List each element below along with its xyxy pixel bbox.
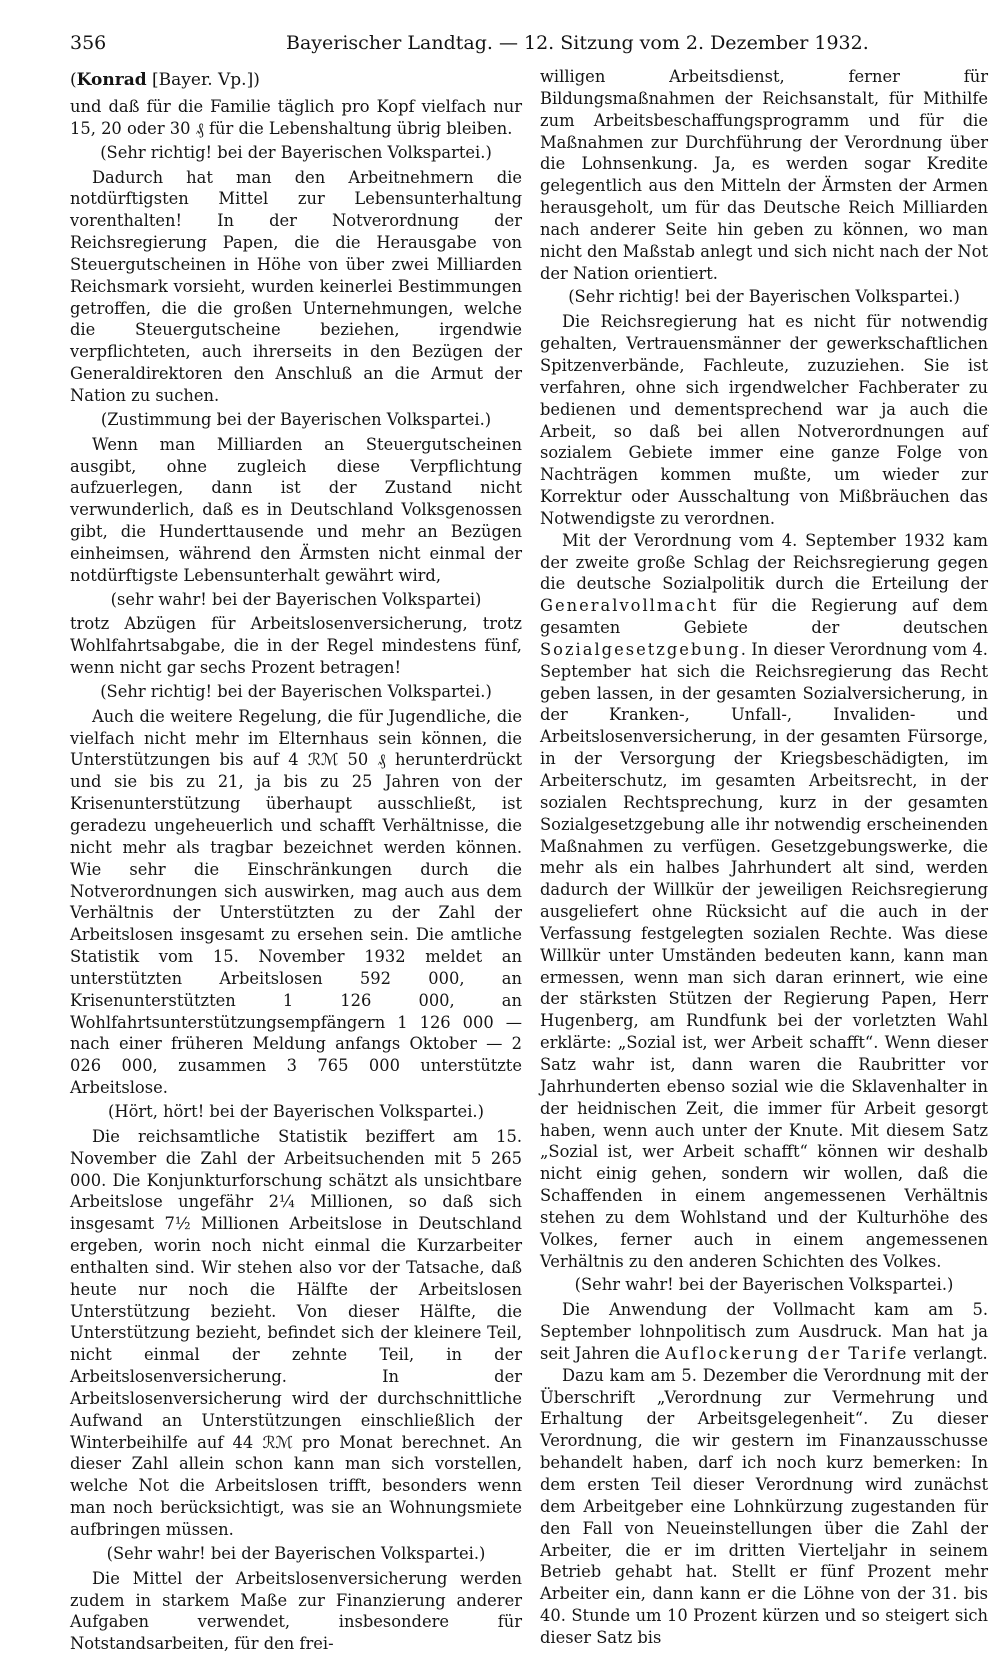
speaker-heading xyxy=(70,66,522,94)
speaker-party: [Bayer. Vp.]) xyxy=(146,70,260,90)
interjection: (Zustimmung bei der Bayerischen Volkspartei.) xyxy=(100,409,492,429)
interjection: (Sehr wahr! bei der Bayerischen Volkspartei.) xyxy=(106,1543,486,1563)
page-header xyxy=(70,30,990,56)
spaced-emphasis: Sozialgesetzgebung xyxy=(540,639,741,659)
paragraph xyxy=(540,530,988,1273)
running-title: Bayerischer Landtag. — 12. Sitzung vom 2. Dezember 1932. xyxy=(286,32,869,54)
paragraph: willigen Arbeitsdienst, ferner für Bildungsmaßnahmen der Reichsanstalt, für Mithilfe zum Arbeitsbeschaffungsprogramm und für die Maßnahmen zur Durchführung der Verordnung über die Lohnsenkung. Ja, es werden sogar Kredite gelegentlich aus den Mitteln der Ärmsten der Armen herausgeholt, um für das Deutsche Reich Milliarden nach anderer Seite hin geben zu können, wo man nicht den Maßstab anlegt und sich nicht nach der Not der Nation orientiert. xyxy=(540,67,988,283)
text-run: . In dieser Verordnung vom 4. September hat sich die Reichsregierung das Recht geben lassen, in der gesamten Sozialversicherung, in der Kranken-, Unfall-, Invaliden- und Arbeitslosenversicherung, in der gesamten Fürsorge, in der Versorgung der Kriegsbeschädigten, im Arbeiterschutz, im gesamten Arbeitsrecht, in der sozialen Rechtsprechung, kurz in der gesamten Sozialgesetzgebung alle ihr notwendig erscheinenden Maßnahmen zu verfügen. Gesetzgebungswerke, die mehr als ein halbes Jahrhundert alt sind, werden dadurch der Willkür der jeweiligen Reichsregierung ausgeliefert ohne Rücksicht auf die auch in der Verfassung festgelegten sozialen Rechte. Was diese Willkür unter Umständen bedeuten kann, kann man ermessen, wenn man sich daran erinnert, wie eine der stärksten Stützen der Regierung Papen, Herr Hugenberg, am Rundfunk bei der vorletzten Wahl erklärte: „Sozial ist, wer Arbeit schafft“. Wenn dieser Satz wahr ist, dann waren die Raubritter vor Jahrhunderten ebenso sozial wie die Sklavenhalter in der heidnischen Zeit, die immer für Arbeit gesorgt haben, wenn auch unter der Knute. Mit diesem Satz „Sozial ist, wer Arbeit schafft“ können wir deshalb nicht einig gehen, sondern wir wollen, daß die Schaffenden in einem angemessenen Verhältnis stehen zu dem Wohlstand und der Kulturhöhe des Volkes, ferner auch in einem angemessenen Verhältnis zu den anderen Schichten des Volkes. xyxy=(540,639,988,1271)
paragraph: Dazu kam am 5. Dezember die Verordnung mit der Überschrift „Verordnung zur Vermehrung und Erhaltung der Arbeitsgelegenheit“. Zu dieser Verordnung, die wir gestern im Finanzausschusse behandelt haben, darf ich noch kurz bemerken: In dem ersten Teil dieser Verordnung wird zunächst dem Arbeitgeber eine Lohnkürzung zugestanden für den Fall von Neueinstellungen über die Zahl der Arbeiter, die er im dritten Vierteljahr in seinem Betrieb gehabt hat. Stellt er fünf Prozent mehr Arbeiter ein, dann kann er die Löhne von der 31. bis 40. Stunde um 10 Prozent kürzen und so steigert sich dieser Satz bis xyxy=(540,1365,988,1647)
interjection: (Sehr richtig! bei der Bayerischen Volkspartei.) xyxy=(100,142,492,162)
text-run: Die Anwendung der Vollmacht kam am 5. September lohnpolitisch zum Ausdruck. Man hat ja seit Jahren die xyxy=(540,1300,988,1363)
interjection: (Sehr richtig! bei der Bayerischen Volkspartei.) xyxy=(100,681,492,701)
right-column xyxy=(540,66,988,1649)
speaker-name: Konrad xyxy=(76,70,147,90)
paragraph: und daß für die Familie täglich pro Kopf vielfach nur 15, 20 oder 30 ₰ für die Lebenshaltung übrig bleiben. xyxy=(70,97,522,138)
paragraph: trotz Abzügen für Arbeitslosenversicherung, trotz Wohlfahrtsabgabe, die in der Regel mindestens fünf, wenn nicht gar sechs Prozent betragen! xyxy=(70,614,522,678)
paragraph: Dadurch hat man den Arbeitnehmern die notdürftigsten Mittel zur Lebensunterhaltung vorenthalten! In der Notverordnung der Reichsregierung Papen, die die Herausgabe von Steuergutscheinen in Höhe von über zwei Milliarden Reichsmark vorsieht, wurden keinerlei Bestimmungen getroffen, die die großen Unternehmungen, welche die Steuergutscheine beziehen, irgendwie verpflichteten, auch ihrerseits in den Bezügen der Generaldirektoren den Anschluß an die Armut der Nation zu suchen. xyxy=(70,167,522,405)
paragraph: Die Reichsregierung hat es nicht für notwendig gehalten, Vertrauensmänner der gewerkschaftlichen Spitzenverbände, Fachleute, zuzuziehen. Sie ist verfahren, ohne sich irgendwelcher Fachberater zu bedienen und dementsprechend war ja auch die Arbeit, so daß bei allen Notverordnungen auf sozialem Gebiete immer eine ganze Folge von Nachträgen kommen mußte, um wieder zur Korrektur oder Ausschaltung von Mißbräuchen das Notwendigste zu verordnen. xyxy=(540,312,988,528)
paragraph: Die Mittel der Arbeitslosenversicherung werden zudem in starkem Maße zur Finanzierung anderer Aufgaben verwendet, insbesondere für Notstandsarbeiten, für den frei- xyxy=(70,1568,522,1654)
page-number: 356 xyxy=(70,32,107,54)
spaced-emphasis: Auflockerung der Tarife xyxy=(665,1343,909,1363)
left-column xyxy=(70,66,522,1655)
text-run: Mit der Verordnung vom 4. September 1932 kam der zweite große Schlag der Reichsregierung gegen die deutsche Sozialpolitik durch die Erteilung der xyxy=(540,530,988,594)
text-run: für die Regierung auf dem gesamten Gebiete der deutschen xyxy=(540,596,988,638)
interjection: (Hört, hört! bei der Bayerischen Volkspartei.) xyxy=(108,1101,484,1121)
speaker-open-paren: ( xyxy=(70,70,77,90)
spaced-emphasis: Generalvollmacht xyxy=(540,596,719,616)
interjection: (Sehr richtig! bei der Bayerischen Volkspartei.) xyxy=(568,287,960,307)
paragraph: Die reichsamtliche Statistik beziffert am 15. November die Zahl der Arbeitsuchenden mit 5 265 000. Die Konjunkturforschung schätzt als unsichtbare Arbeitslose ungefähr 2¼ Millionen, so daß sich insgesamt 7½ Millionen Arbeitslose in Deutschland ergeben, worin noch nicht einmal die Kurzarbeiter enthalten sind. Wir stehen also vor der Tatsache, daß heute nur noch die Hälfte der Arbeitslosen Unterstützung bezieht. Von dieser Hälfte, die Unterstützung bezieht, befindet sich der kleinere Teil, nicht einmal der zehnte Teil, in der Arbeitslosenversicherung. In der Arbeitslosenversicherung wird der durchschnittliche Aufwand an Unterstützungen einschließlich der Winterbeihilfe auf 44 ℛℳ pro Monat berechnet. An dieser Zahl allein schon kann man sich vorstellen, welche Not die Arbeitslosen trifft, besonders wenn man noch berücksichtigt, was sie an Wohnungsmiete aufbringen müssen. xyxy=(70,1126,522,1539)
text-run: verlangt. xyxy=(908,1343,988,1363)
paragraph xyxy=(540,1299,988,1365)
interjection: (Sehr wahr! bei der Bayerischen Volkspartei.) xyxy=(574,1275,954,1295)
paragraph: Wenn man Milliarden an Steuergutscheinen ausgibt, ohne zugleich diese Verpflichtung aufzuerlegen, dann ist der Zustand nicht verwunderlich, daß es in Deutschland Volksgenossen gibt, die Hunderttausende und mehr an Bezügen einheimsen, während den Ärmsten nicht einmal der notdürftigste Lebensunterhalt gewährt wird, xyxy=(70,434,522,585)
paragraph: Auch die weitere Regelung, die für Jugendliche, die vielfach nicht mehr im Elternhaus sein können, die Unterstützungen bis auf 4 ℛℳ 50 ₰ herunterdrückt und sie bis zu 21, ja bis zu 25 Jahren von der Krisenunterstützung überhaupt ausschließt, ist geradezu ungeheuerlich und schafft Verhältnisse, die nicht mehr als tragbar bezeichnet werden können. Wie sehr die Einschränkungen durch die Notverordnungen sich auswirken, mag auch aus dem Verhältnis der Unterstützten zu der Zahl der Arbeitslosen insgesamt zu ersehen sein. Die amtliche Statistik vom 15. November 1932 meldet an unterstützten Arbeitslosen 592 000, an Krisenunterstützten 1 126 000, an Wohlfahrtsunterstützungsempfängern 1 126 000 — nach einer früheren Meldung anfangs Oktober — 2 026 000, zusammen 3 765 000 unterstützte Arbeitslose. xyxy=(70,706,522,1098)
interjection: (sehr wahr! bei der Bayerischen Volkspartei) xyxy=(110,589,482,609)
